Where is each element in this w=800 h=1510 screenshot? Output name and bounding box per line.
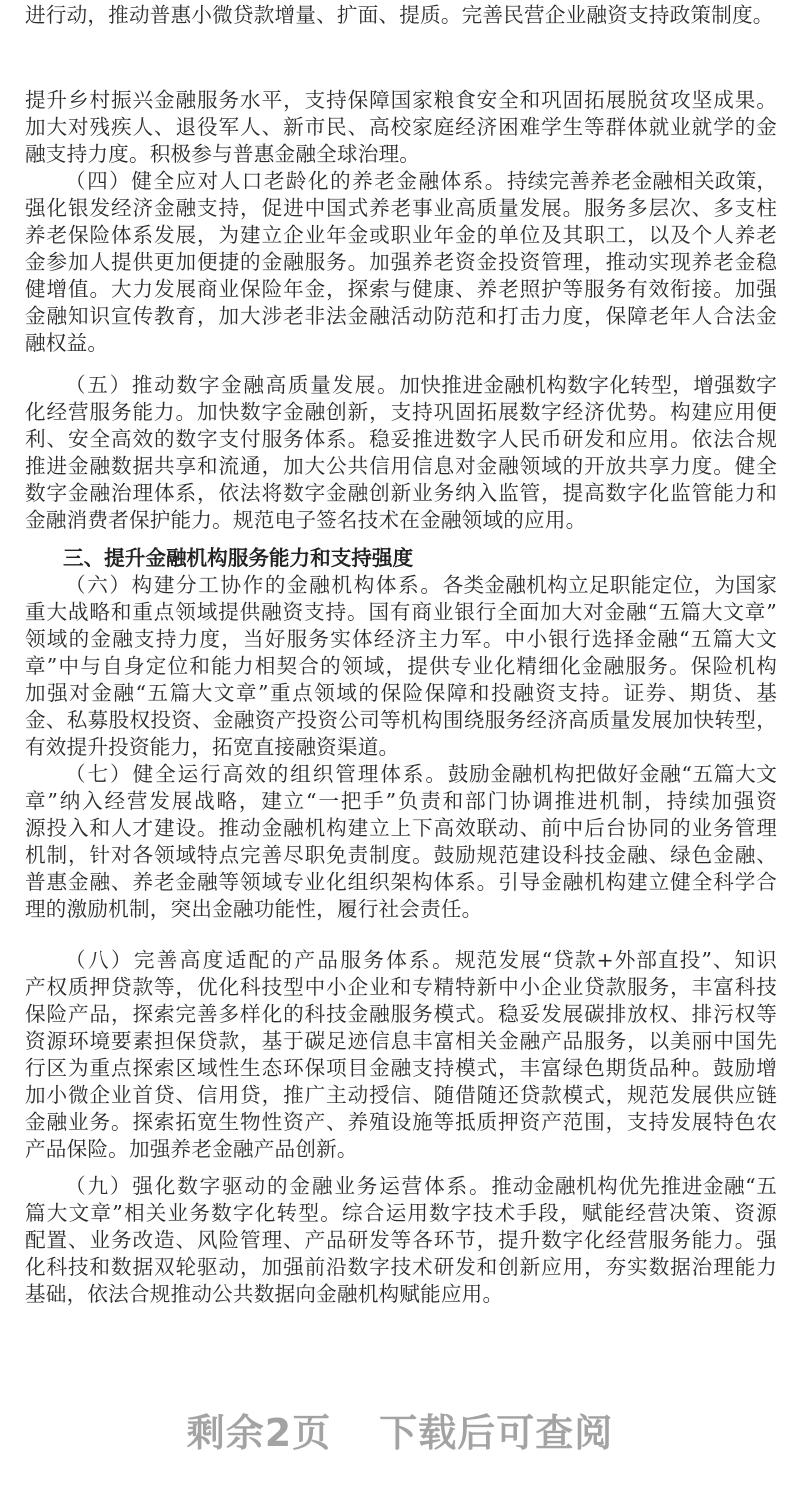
paragraph-8-text: 规范发展“贷款+外部直投”、知识 [455,948,777,972]
body-line: 领域的金融支持力度，当好服务实体经济主力军。中小银行选择金融“五篇大文 [25,627,777,651]
body-line: 理的激励机制，突出金融功能性，履行社会责任。 [25,897,483,921]
paragraph-8-lead: （八）完善高度适配的产品服务体系。 [65,948,456,972]
paragraph-7-text: 鼓励金融机构把做好金融“五篇大文 [447,762,777,786]
body-line: 融权益。 [25,331,109,355]
body-line: 章”纳入经营发展战略，建立“一把手”负责和部门协调推进机制，持续加强资 [25,789,777,813]
paragraph-7-first-line [65,761,777,788]
body-line: 篇大文章”相关业务数字化转型。综合运用数字技术手段，赋能经营决策、资源 [25,1201,777,1225]
body-line: 金融知识宣传教育，加大涉老非法金融活动防范和打击力度，保障老年人合法金 [25,304,777,328]
paragraph-9-lead: （九）强化数字驱动的金融业务运营体系。 [65,1174,492,1198]
section-heading: 三、提升金融机构服务能力和支持强度 [63,546,414,570]
paragraph-4-first-line [65,168,777,195]
body-line: 化科技和数据双轮驱动，加强前沿数字技术研发和创新应用，夯实数据治理能力 [25,1255,777,1279]
paragraph-6-text: 各类金融机构立足职能定位，为国家 [442,573,777,597]
paragraph-6-lead: （六）构建分工协作的金融机构体系。 [65,573,443,597]
paragraph-9-first-line [65,1173,777,1200]
remaining-pages-label: 剩余2页 [186,1411,332,1455]
body-line: 重大战略和重点领域提供融资支持。国有商业银行全面加大对金融“五篇大文章” [25,600,777,624]
body-line: 加大对残疾人、退役军人、新市民、高校家庭经济困难学生等群体就业就学的金 [25,115,777,139]
body-line: 金融业务。探索拓宽生物性资产、养殖设施等抵质押资产范围，支持发展特色农 [25,1110,777,1134]
body-line: 金、私募股权投资、金融资产投资公司等机构围绕服务经济高质量发展加快转型， [25,708,777,732]
paragraph-5-lead: （五）推动数字金融高质量发展。 [65,373,400,397]
body-line: 提升乡村振兴金融服务水平，支持保障国家粮食安全和巩固拓展脱贫攻坚成果。 [25,88,777,112]
paragraph-5-first-line [65,372,777,399]
download-prompt[interactable] [0,1408,800,1458]
body-line: 利、安全高效的数字支付服务体系。稳妥推进数字人民币研发和应用。依法合规 [25,427,777,451]
body-line: 健增值。大力发展商业保险年金，探索与健康、养老照护等服务有效衔接。加强 [25,277,777,301]
body-line: 金参加人提供更加便捷的金融服务。加强养老资金投资管理，推动实现养老金稳 [25,250,777,274]
body-line: 保险产品，探索完善多样化的科技金融服务模式。稳妥发展碳排放权、排污权等 [25,1002,777,1026]
body-line: 强化银发经济金融支持，促进中国式养老事业高质量发展。服务多层次、多支柱 [25,196,777,220]
body-line: 产品保险。加强养老金融产品创新。 [25,1137,358,1161]
body-line: 融支持力度。积极参与普惠金融全球治理。 [25,142,421,166]
paragraph-5-text: 加快推进金融机构数字化转型，增强数字 [399,373,777,397]
download-hint-label: 下载后可查阅 [379,1411,614,1455]
body-line: 资源环境要素担保贷款，基于碳足迹信息丰富相关金融产品服务，以美丽中国先 [25,1029,777,1053]
paragraph-7-lead: （七）健全运行高效的组织管理体系。 [65,762,448,786]
body-line: 源投入和人才建设。推动金融机构建立上下高效联动、前中后台协同的业务管理 [25,816,777,840]
body-line: 数字金融治理体系，依法将数字金融创新业务纳入监管，提高数字化监管能力和 [25,481,777,505]
body-line: 有效提升投资能力，拓宽直接融资渠道。 [25,735,400,759]
body-line: 养老保险体系发展，为建立企业年金或职业年金的单位及其职工，以及个人养老 [25,223,777,247]
body-line: 金融消费者保护能力。规范电子签名技术在金融领域的应用。 [25,508,587,532]
paragraph-4-text: 持续完善养老金融相关政策， [506,169,778,193]
body-line: 行区为重点探索区域性生态环保项目金融支持模式，丰富绿色期货品种。鼓励增 [25,1056,777,1080]
body-line: 机制，针对各领域特点完善尽职免责制度。鼓励规范建设科技金融、绿色金融、 [25,843,777,867]
body-line: 产权质押贷款等，优化科技型中小企业和专精特新中小企业贷款服务，丰富科技 [25,975,777,999]
paragraph-4-lead: （四）健全应对人口老龄化的养老金融体系。 [65,169,507,193]
body-line: 章”中与自身定位和能力相契合的领域，提供专业化精细化金融服务。保险机构 [25,654,777,678]
body-line: 推进金融数据共享和流通，加大公共信用信息对金融领域的开放共享力度。健全 [25,454,777,478]
paragraph-9-text: 推动金融机构优先推进金融“五 [491,1174,778,1198]
body-line: 普惠金融、养老金融等领域专业化组织架构体系。引导金融机构建立健全科学合 [25,870,777,894]
body-line: 化经营服务能力。加快数字金融创新，支持巩固拓展数字经济优势。构建应用便 [25,400,777,424]
body-line: 加强对金融“五篇大文章”重点领域的保险保障和投融资支持。证券、期货、基 [25,681,777,705]
paragraph-8-first-line [65,947,777,974]
body-line: 加小微企业首贷、信用贷，推广主动授信、随借随还贷款模式，规范发展供应链 [25,1083,777,1107]
body-line: 配置、业务改造、风险管理、产品研发等各环节，提升数字化经营服务能力。强 [25,1228,777,1252]
body-line: 基础，依法合规推动公共数据向金融机构赋能应用。 [25,1282,504,1306]
paragraph-6-first-line [65,572,777,599]
body-line: 进行动，推动普惠小微贷款增量、扩面、提质。完善民营企业融资支持政策制度。 [25,3,774,27]
